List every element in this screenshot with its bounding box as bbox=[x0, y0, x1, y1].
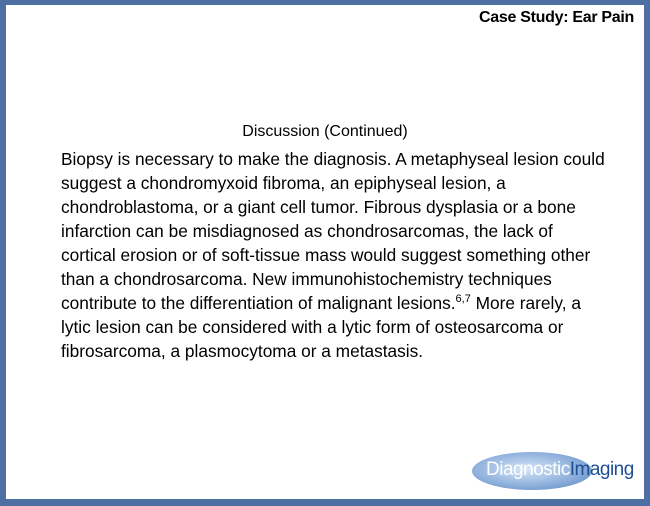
diagnostic-imaging-logo bbox=[472, 448, 642, 494]
discussion-paragraph bbox=[61, 147, 606, 363]
logo-text-imaging: Imaging bbox=[569, 459, 634, 480]
slide bbox=[6, 5, 644, 499]
paragraph-part-2: More rarely, a lytic lesion can be considered with a lytic form of osteosarcoma or fibrosarcoma, a plasmocytoma or a metastasis. bbox=[61, 293, 581, 361]
paragraph-part-1: Biopsy is necessary to make the diagnosis. A metaphyseal lesion could suggest a chondromyxoid fibroma, an epiphyseal lesion, a chondroblastoma, or a giant cell tumor. Fibrous dysplasia or a bone infarction can be misdiagnosed as chondrosarcomas, the lack of cortical erosion or of soft-tissue mass would suggest something other than a chondrosarcoma. New immunohistochemistry techniques contribute to the differentiation of malignant lesions. bbox=[61, 149, 605, 313]
logo-text-diagnostic: Diagnostic bbox=[486, 459, 570, 480]
section-heading: Discussion (Continued) bbox=[242, 123, 408, 140]
citation-superscript: 6,7 bbox=[455, 293, 471, 306]
case-title: Case Study: Ear Pain bbox=[479, 9, 634, 26]
logo-text bbox=[486, 459, 634, 481]
